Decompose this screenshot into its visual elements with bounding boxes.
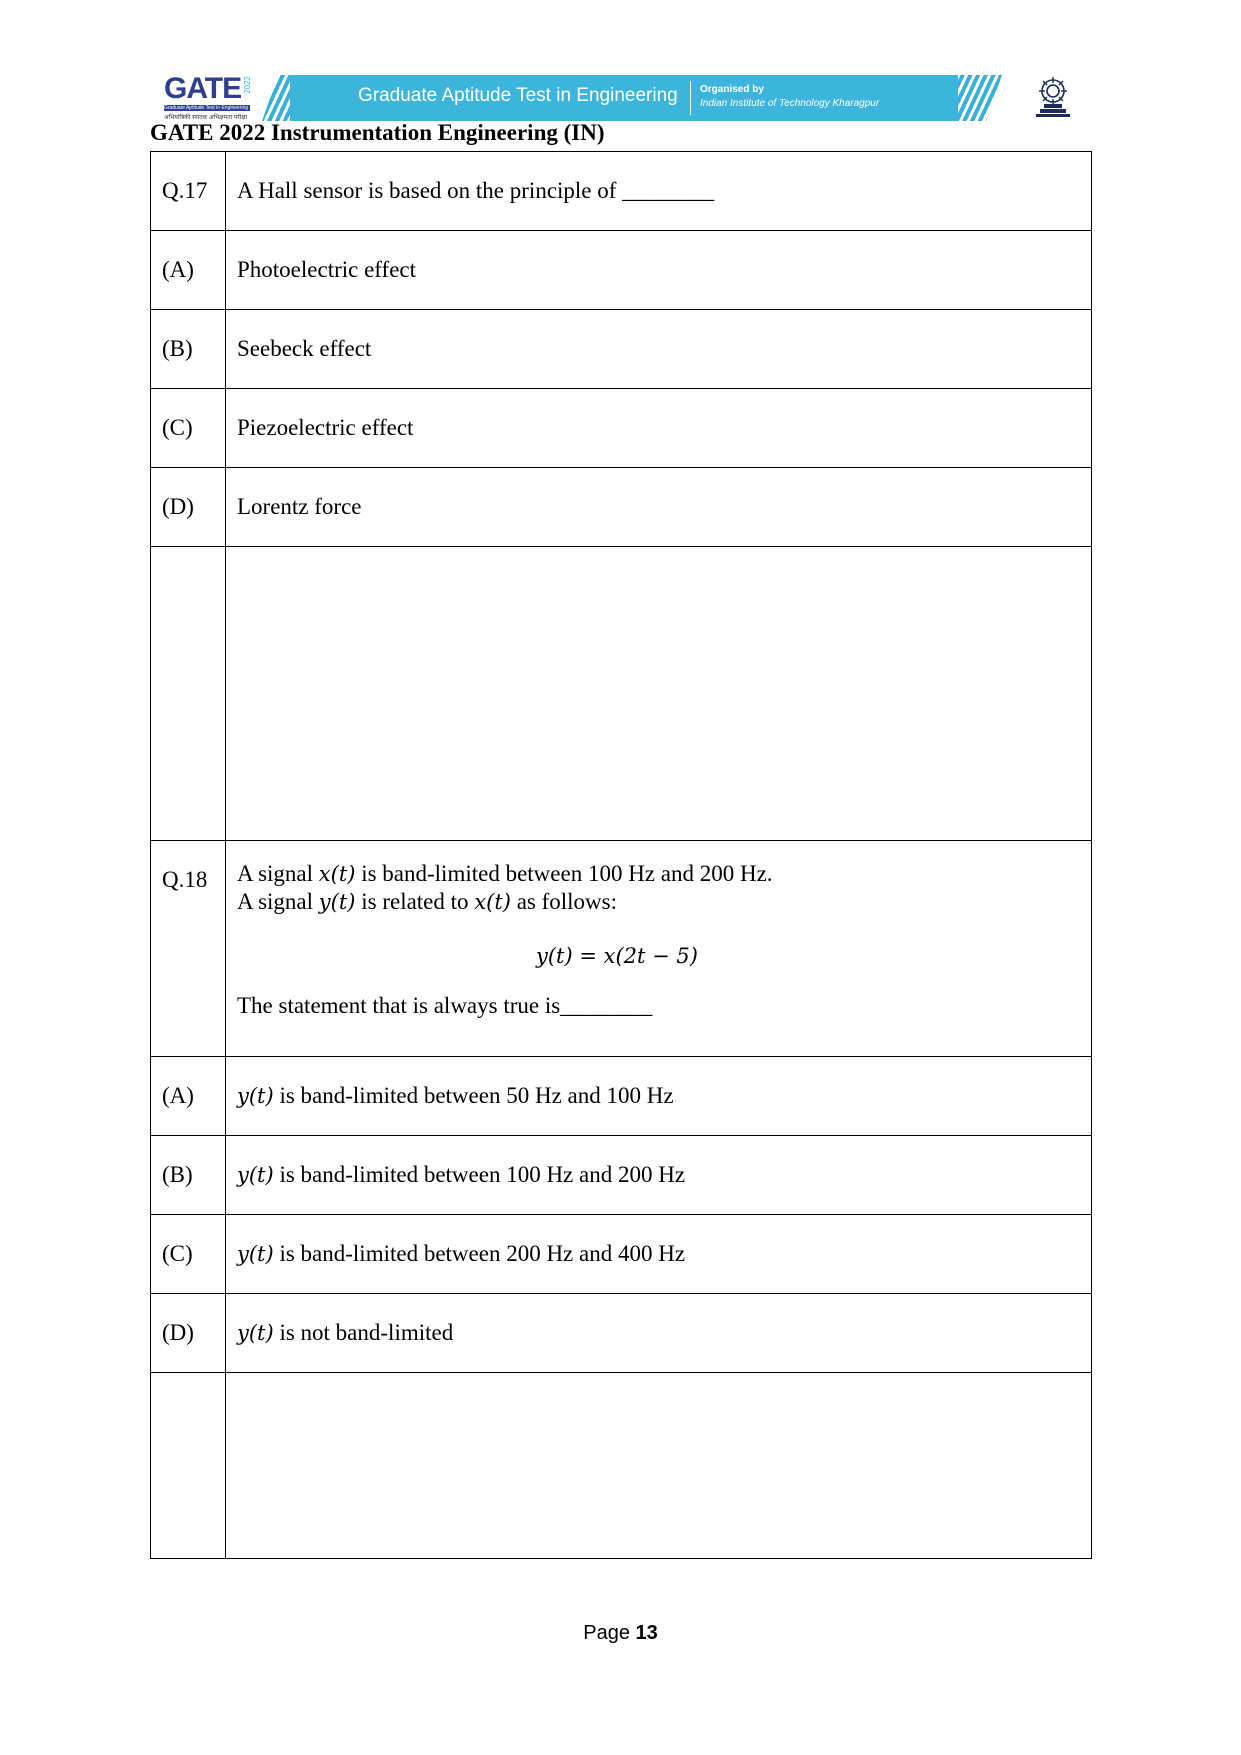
- q17-option-text: Photoelectric effect: [226, 231, 1092, 310]
- q18-option-label: (D): [151, 1294, 226, 1373]
- q17-option-row: [151, 468, 1092, 547]
- q18-option-body: is band-limited between 100 Hz and 200 Hz: [273, 1162, 686, 1187]
- q18-option-label: (A): [151, 1057, 226, 1136]
- q18-option-text: [226, 1136, 1092, 1215]
- blank-cell: [226, 1373, 1092, 1559]
- blank-spacer-row: [151, 547, 1092, 841]
- math-var-y: y(t): [237, 1321, 274, 1345]
- q18-line-2: [237, 888, 1091, 916]
- iit-kharagpur-emblem-icon: [1032, 74, 1074, 118]
- gate-logo-year: 2022: [243, 76, 252, 94]
- q17-number: Q.17: [151, 152, 226, 231]
- q18-line-1-pre: A signal: [237, 861, 319, 886]
- gate-logo-tagline: Graduate Aptitude Test in Engineering: [164, 105, 249, 111]
- banner-divider: [690, 81, 691, 115]
- q17-stem-row: [151, 152, 1092, 231]
- math-var-x: x(t): [474, 890, 511, 914]
- q17-option-row: [151, 231, 1092, 310]
- q18-option-text: [226, 1215, 1092, 1294]
- math-var-y: y(t): [237, 1242, 274, 1266]
- q17-option-text: Seebeck effect: [226, 310, 1092, 389]
- q18-number: Q.18: [151, 841, 226, 1057]
- q18-option-text: [226, 1294, 1092, 1373]
- q17-option-text: Piezoelectric effect: [226, 389, 1092, 468]
- q17-option-label: (C): [151, 389, 226, 468]
- q17-option-label: (A): [151, 231, 226, 310]
- q18-option-text: [226, 1057, 1092, 1136]
- math-var-y: y(t): [237, 1084, 274, 1108]
- page-word: Page: [583, 1622, 630, 1644]
- q18-line-1: [237, 860, 1091, 888]
- page-footer: [0, 1622, 1241, 1645]
- q17-stem: A Hall sensor is based on the principle of ________: [226, 152, 1092, 231]
- q18-option-row: [151, 1136, 1092, 1215]
- q18-equation: y(t) = x(2t − 5): [536, 944, 698, 968]
- blank-cell: [151, 1373, 226, 1559]
- question-table: [150, 151, 1092, 1559]
- document-title: GATE 2022 Instrumentation Engineering (IN): [150, 120, 605, 145]
- banner-organised-by: Organised by: [700, 84, 764, 95]
- q17-option-label: (D): [151, 468, 226, 547]
- gate-logo: [162, 72, 254, 122]
- blank-spacer-row: [151, 1373, 1092, 1559]
- blank-cell: [151, 547, 226, 841]
- q18-option-label: (B): [151, 1136, 226, 1215]
- banner-title: Graduate Aptitude Test in Engineering: [358, 85, 678, 106]
- blank-cell: [226, 547, 1092, 841]
- page-number: 13: [635, 1622, 658, 1644]
- gate-logo-hindi: अभियांत्रिकी स्नातक अभिक्षमता परीक्षा: [164, 115, 248, 121]
- q18-option-body: is band-limited between 200 Hz and 400 Hz: [273, 1241, 686, 1266]
- q18-option-row: [151, 1057, 1092, 1136]
- q18-line-2-mid: is related to: [355, 889, 475, 914]
- q18-line-2-pre: A signal: [237, 889, 319, 914]
- header-banner: [162, 72, 1074, 122]
- q17-option-label: (B): [151, 310, 226, 389]
- q18-option-label: (C): [151, 1215, 226, 1294]
- q18-option-row: [151, 1294, 1092, 1373]
- math-var-x: x(t): [318, 862, 356, 886]
- q17-option-text: Lorentz force: [226, 468, 1092, 547]
- math-var-y: y(t): [318, 890, 356, 914]
- q18-statement: The statement that is always true is________: [237, 993, 653, 1018]
- q17-option-row: [151, 310, 1092, 389]
- q17-option-row: [151, 389, 1092, 468]
- math-var-y: y(t): [237, 1163, 274, 1187]
- q18-option-body: is not band-limited: [273, 1320, 454, 1345]
- q18-option-row: [151, 1215, 1092, 1294]
- q18-option-body: is band-limited between 50 Hz and 100 Hz: [273, 1083, 674, 1108]
- gate-logo-word: GATE: [164, 72, 242, 105]
- q18-line-1-post: is band-limited between 100 Hz and 200 Hz.: [355, 861, 773, 886]
- banner-organiser: Indian Institute of Technology Kharagpur: [700, 98, 880, 109]
- q18-stem: [226, 841, 1092, 1057]
- q18-stem-row: [151, 841, 1092, 1057]
- q18-line-2-post: as follows:: [510, 889, 618, 914]
